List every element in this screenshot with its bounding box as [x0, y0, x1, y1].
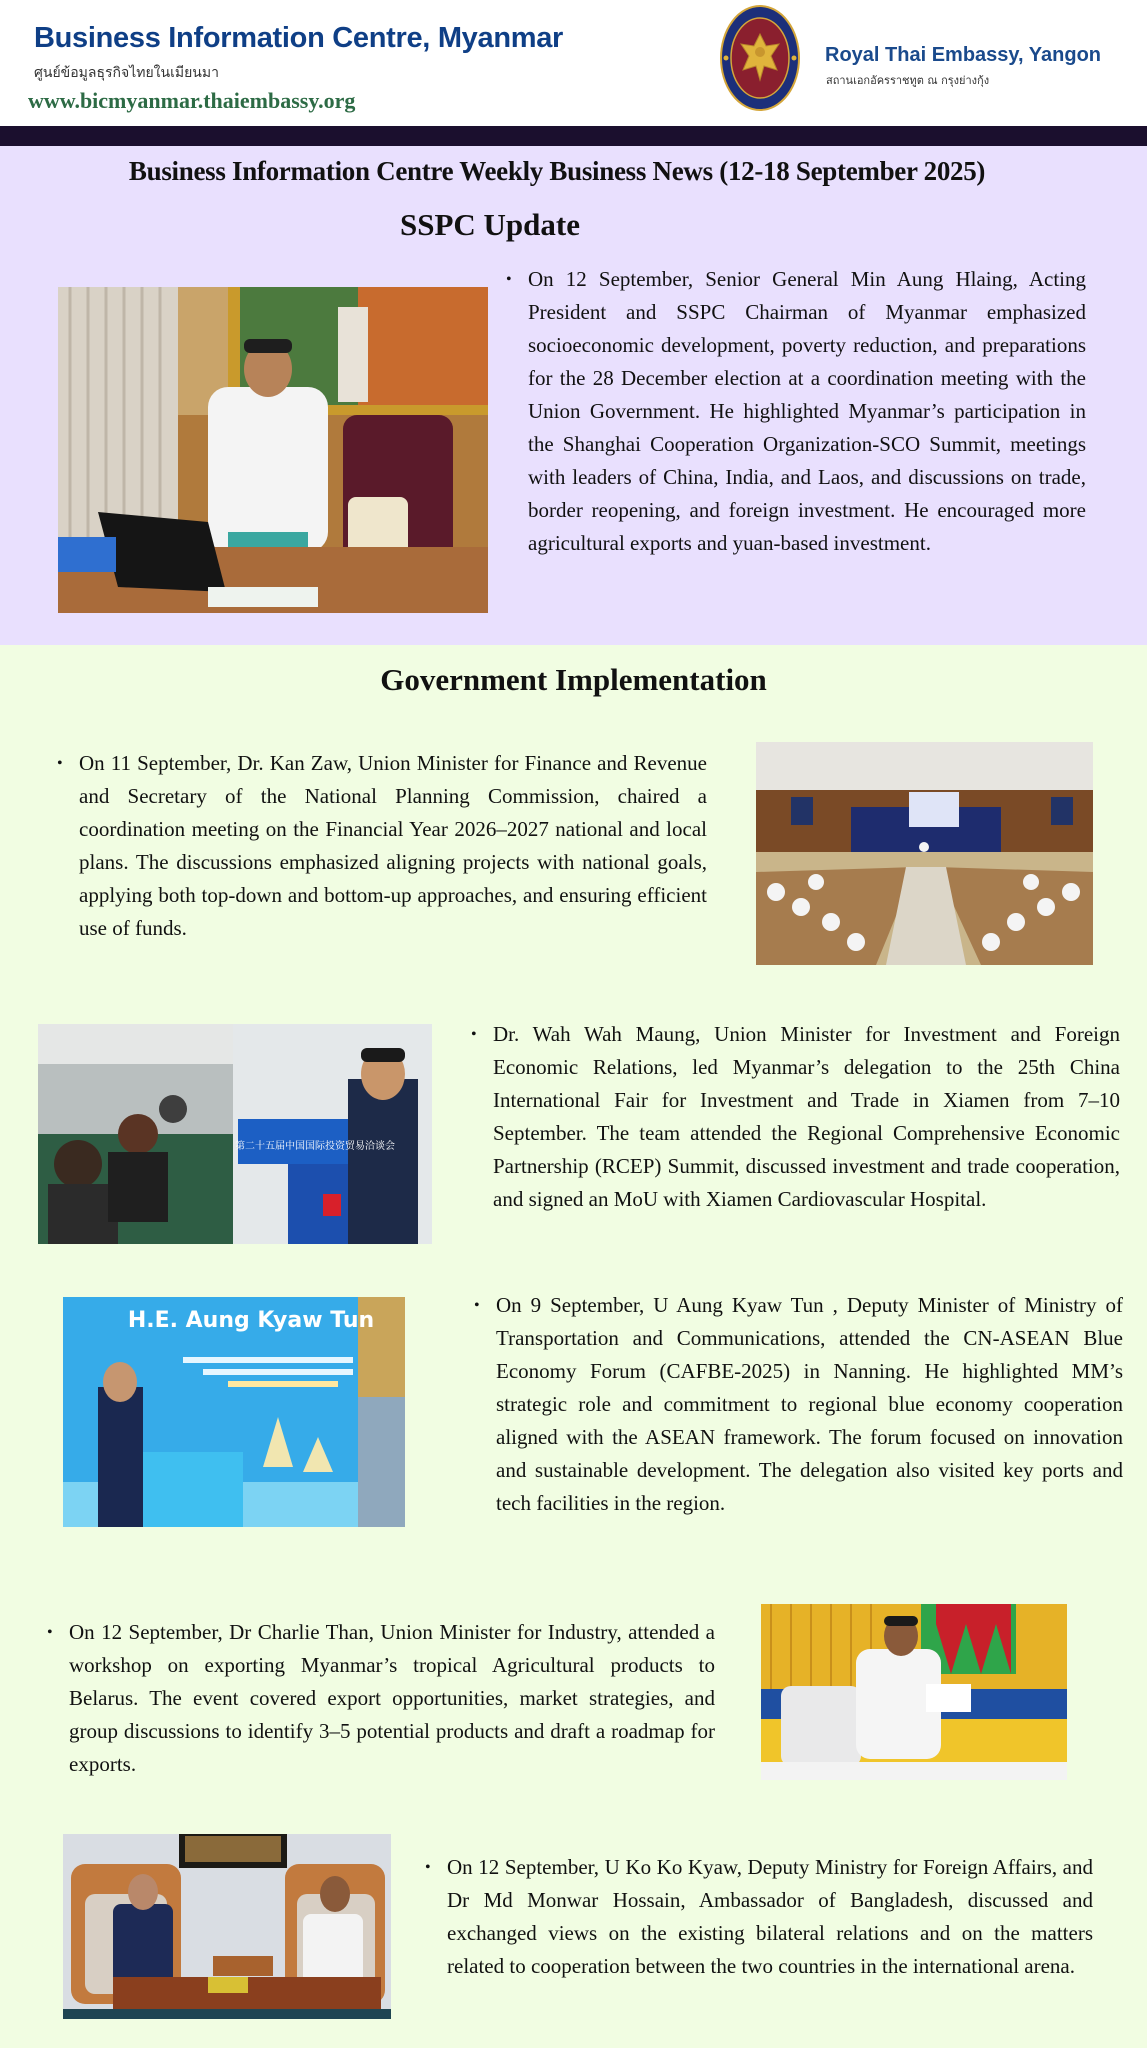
- forum-banner-caption: H.E. Aung Kyaw Tun: [127, 1308, 375, 1333]
- embassy-title: Royal Thai Embassy, Yangon: [825, 44, 1102, 66]
- sspc-photo: [58, 287, 488, 613]
- government-heading: Government Implementation: [380, 662, 767, 697]
- page-header: [0, 0, 1147, 126]
- royal-thai-embassy-seal-logo: [719, 4, 801, 112]
- sspc-news-text: On 12 September, Senior General Min Aung Hlaing, Acting President and SSPC Chairman of Myanmar emphasized socioeconomic development, poverty reduction, and preparations for the 28 December election at a coordination meeting with the Union Government. He highlighted Myanmar’s participation in the Shanghai Cooperation Organization-SCO Summit, meetings with leaders of China, India, and Laos, and discussions on trade, border reopening, and foreign investment. He encouraged more agricultural exports and yuan-based investment.: [528, 267, 1086, 555]
- embassy-thai-subtitle: สถานเอกอัครราชทูต ณ กรุงย่างกุ้ง: [826, 74, 990, 87]
- gov-news-text: Dr. Wah Wah Maung, Union Minister for Investment and Foreign Economic Relations, led Myanmar’s delegation to the 25th China International Fair for Investment and Trade in Xiamen from 7–10 September. The team attended the Regional Comprehensive Economic Partnership (RCEP) Summit, discussed investment and trade cooperation, and signed an MoU with Xiamen Cardiovascular Hospital.: [493, 1022, 1120, 1211]
- gov-photo-blue-economy-forum: [63, 1297, 405, 1527]
- gov-news-item: [474, 1289, 1123, 1520]
- bic-title: Business Information Centre, Myanmar: [34, 22, 564, 54]
- sspc-news-item: [506, 263, 1086, 560]
- gov-news-item: [425, 1851, 1093, 1983]
- sspc-heading: SSPC Update: [399, 207, 580, 242]
- gov-photo-finance-meeting: [756, 742, 1093, 965]
- newsletter-title: Business Information Centre Weekly Business News (12-18 September 2025): [128, 156, 986, 186]
- gov-news-item: [57, 747, 707, 945]
- gov-photo-industry-workshop: [761, 1604, 1067, 1780]
- cifit-banner-caption: 第二十五届中国国际投资贸易洽谈会: [235, 1141, 395, 1152]
- gov-news-item: [47, 1616, 715, 1781]
- gov-photo-bilateral-meeting: [63, 1834, 391, 2019]
- gov-news-text: On 11 September, Dr. Kan Zaw, Union Minister for Finance and Revenue and Secretary of the National Planning Commission, chaired a coordination meeting on the Financial Year 2026–2027 national and local plans. The discussions emphasized aligning projects with national goals, applying both top-down and bottom-up approaches, and ensuring efficient use of funds.: [79, 751, 707, 940]
- bic-thai-subtitle: ศูนย์ข้อมูลธุรกิจไทยในเมียนมา: [34, 65, 219, 81]
- gov-news-text: On 9 September, U Aung Kyaw Tun , Deputy Minister of Ministry of Transportation and Communications, attended the CN-ASEAN Blue Economy Forum (CAFBE-2025) in Nanning. He highlighted MM’s strategic role and commitment to regional blue economy cooperation aligned with the ASEAN framework. The forum focused on innovation and sustainable development. The delegation also visited key ports and tech facilities in the region.: [496, 1293, 1123, 1515]
- header-divider-band: [0, 126, 1147, 146]
- gov-news-text: On 12 September, Dr Charlie Than, Union Minister for Industry, attended a workshop on exporting Myanmar’s tropical Agricultural products to Belarus. The event covered export opportunities, market strategies, and group discussions to identify 3–5 potential products and draft a roadmap for exports.: [69, 1620, 715, 1776]
- gov-news-item: [471, 1018, 1120, 1216]
- gov-photo-cifit: [38, 1024, 432, 1244]
- gov-news-text: On 12 September, U Ko Ko Kyaw, Deputy Ministry for Foreign Affairs, and Dr Md Monwar Hossain, Ambassador of Bangladesh, discussed and exchanged views on the existing bilateral relations and on the matters related to cooperation between the two countries in the international arena.: [447, 1855, 1093, 1978]
- website-link[interactable]: www.bicmyanmar.thaiembassy.org: [28, 88, 356, 113]
